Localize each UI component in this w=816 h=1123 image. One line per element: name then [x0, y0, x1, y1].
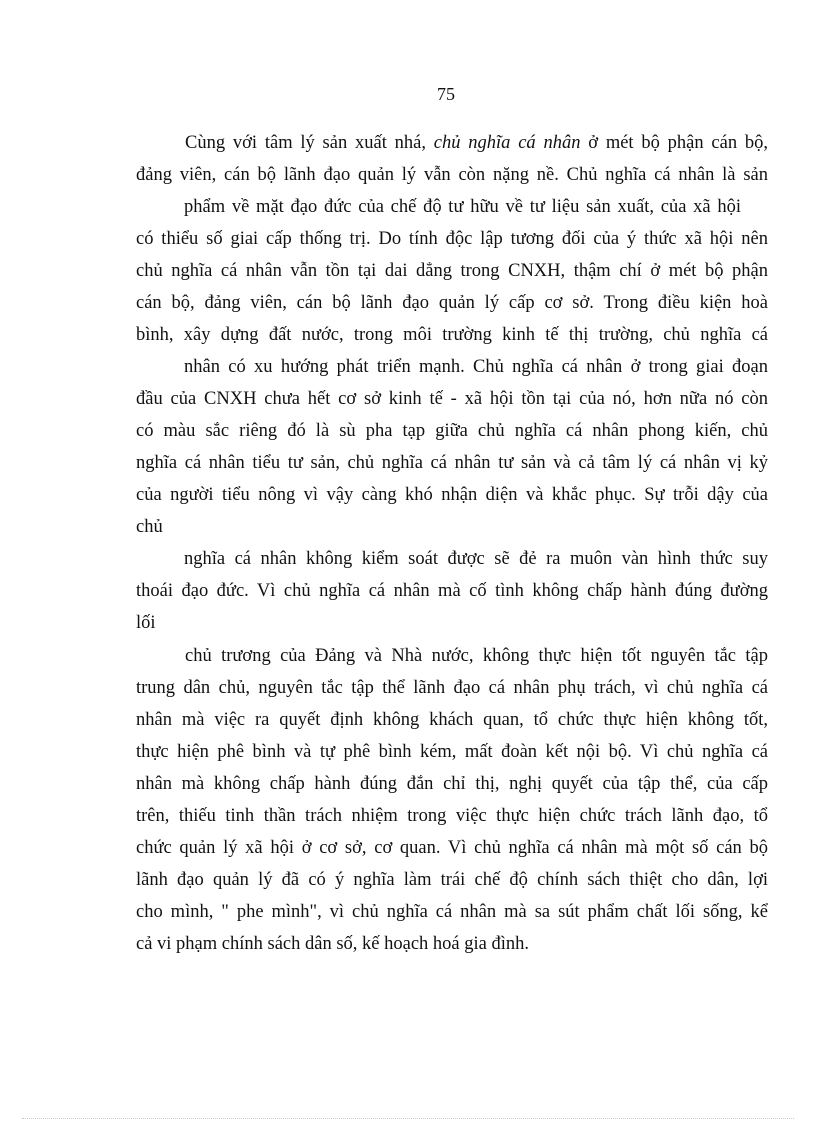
page-bottom-divider	[22, 1118, 794, 1119]
text-line: chủ	[136, 517, 163, 537]
text-line: lối	[136, 613, 156, 633]
text-line: cả vi phạm chính sách dân số, kế hoạch hoá gia đình.	[136, 934, 530, 954]
text-line: Cùng với tâm lý sản xuất nhá, chủ nghĩa cá nhân ở mét bộ phận cán bộ,	[185, 133, 768, 153]
text-line: nghĩa cá nhân tiểu tư sản, chủ nghĩa cá nhân tư sản và cả tâm lý cá nhân vị kỷ	[136, 453, 768, 473]
text-line: thoái đạo đức. Vì chủ nghĩa cá nhân mà cố tình không chấp hành đúng đường	[136, 581, 768, 601]
text-line: thực hiện phê bình và tự phê bình kém, mất đoàn kết nội bộ. Vì chủ nghĩa cá	[136, 742, 768, 762]
text-line: trung dân chủ, nguyên tắc tập thể lãnh đạo cá nhân phụ trách, vì chủ nghĩa cá	[136, 678, 768, 698]
text-line: chức quản lý xã hội ở cơ sở, cơ quan. Vì chủ nghĩa cá nhân mà một số cán bộ	[136, 838, 768, 858]
text-line: chủ trương của Đảng và Nhà nước, không thực hiện tốt nguyên tắc tập	[185, 646, 768, 666]
text-line: nhân mà việc ra quyết định không khách quan, tổ chức thực hiện không tốt,	[136, 710, 768, 730]
emphasis-text: chủ nghĩa cá nhân	[433, 133, 581, 153]
text-line: cán bộ, đảng viên, cán bộ lãnh đạo quản lý cấp cơ sở. Trong điều kiện hoà	[136, 293, 768, 313]
text-line: có thiểu số giai cấp thống trị. Do tính độc lập tương đối của ý thức xã hội nên	[136, 229, 768, 249]
text-line: đầu của CNXH chưa hết cơ sở kinh tế - xã hội tồn tại của nó, hơn nữa nó còn	[136, 389, 768, 409]
text-line: nhân mà không chấp hành đúng đắn chỉ thị, nghị quyết của tập thể, của cấp	[136, 774, 768, 794]
page-number: 75	[437, 84, 455, 104]
text-line: có màu sắc riêng đó là sù pha tạp giữa chủ nghĩa cá nhân phong kiến, chủ	[136, 421, 768, 441]
text-line: lãnh đạo quản lý đã có ý nghĩa làm trái chế độ chính sách thiệt cho dân, lợi	[136, 870, 768, 890]
text-line: nghĩa cá nhân không kiểm soát được sẽ đẻ ra muôn vàn hình thức suy	[184, 549, 768, 569]
text-line: cho mình, " phe mình", vì chủ nghĩa cá nhân mà sa sút phẩm chất lối sống, kể	[136, 902, 768, 922]
text-line: chủ nghĩa cá nhân vẫn tồn tại dai dẳng trong CNXH, thậm chí ở mét bộ phận	[136, 261, 768, 281]
text-line: phẩm về mặt đạo đức của chế độ tư hữu về tư liệu sản xuất, của xã hội	[184, 197, 741, 217]
text-line: nhân có xu hướng phát triển mạnh. Chủ nghĩa cá nhân ở trong giai đoạn	[184, 357, 768, 377]
text-line: của người tiểu nông vì vậy càng khó nhận diện và khắc phục. Sự trỗi dậy của	[136, 485, 768, 505]
text-line: bình, xây dựng đất nước, trong môi trường kinh tế thị trường, chủ nghĩa cá	[136, 325, 768, 345]
text-line: trên, thiếu tinh thần trách nhiệm trong việc thực hiện chức trách lãnh đạo, tổ	[136, 806, 768, 826]
text-line: đảng viên, cán bộ lãnh đạo quản lý vẫn còn nặng nề. Chủ nghĩa cá nhân là sản	[136, 165, 768, 185]
